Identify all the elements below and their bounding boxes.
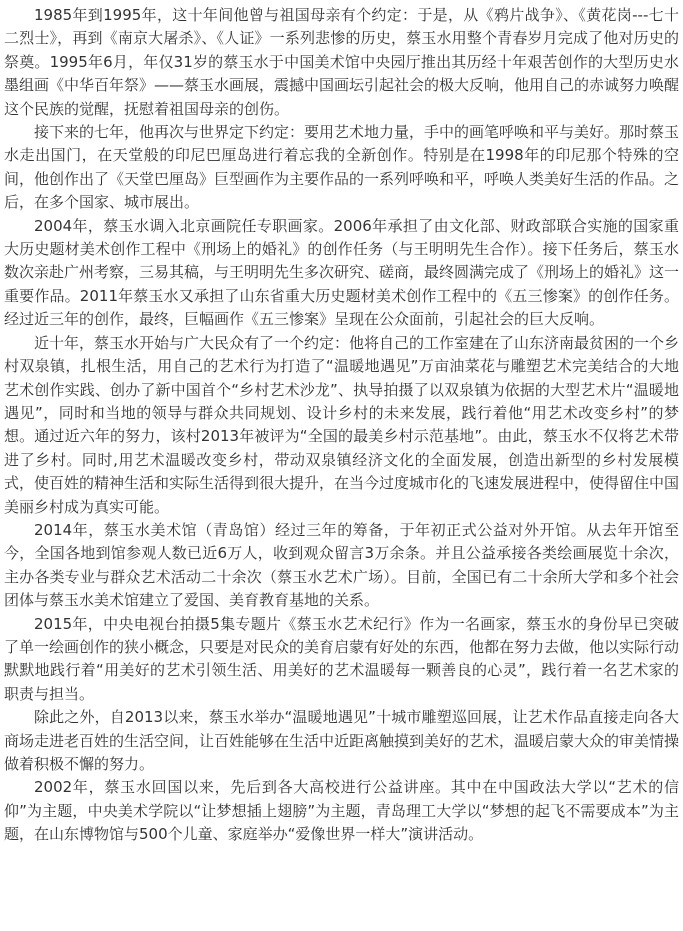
paragraph-2002-lectures: 2002年，蔡玉水回国以来，先后到各大高校进行公益讲座。其中在中国政法大学以“艺术的信仰”为主题，中央美术学院以“让梦想插上翅膀”为主题，青岛理工大学以“梦想的起飞不需要成本”为主题，在山东博物馆与500个儿童、家庭举办“爱像世界一样大”演讲活动。 [4,778,679,844]
paragraph-2004: 2004年，蔡玉水调入北京画院任专职画家。2006年承担了由文化部、财政部联合实施的国家重大历史题材美术创作工程中《刑场上的婚礼》的创作任务（与王明明先生合作）。接下任务后，蔡玉水数次亲赴广州考察，三易其稿，与王明明先生多次研究、磋商，最终圆满完成了《刑场上的婚礼》这一重要作品。2011年蔡玉水又承担了山东省重大历史题材美术创作工程中的《五三惨案》的创作任务。经过近三年的创作，最终，巨幅画作《五三惨案》呈现在公众面前，引起社会的巨大反响。 [4,216,680,329]
paragraph-sculpture-tour: 除此之外，自2013以来，蔡玉水举办“温暖地遇见”十城市雕塑巡回展，让艺术作品直接走向各大商场走进老百姓的生活空间，让百姓能够在生活中近距离触摸到美好的艺术，温暖启蒙大众的审美情操做着积极不懈的努力。 [4,708,680,773]
paragraph-next-seven-years: 接下来的七年，他再次与世界定下约定：要用艺术地力量，手中的画笔呼唤和平与美好。那时蔡玉水走出国门，在天堂般的印尼巴厘岛进行着忘我的全新创作。特别是在1998年的印尼那个特殊的空间，他创作出了《天堂巴厘岛》巨型画作为主要作品的一系列呼唤和平，呼唤人类美好生活的作品。之后，在多个国家、城市展出。 [4,123,680,212]
paragraph-recent-decade: 近十年，蔡玉水开始与广大民众有了一个约定：他将自己的工作室建在了山东济南最贫困的一个乡村双泉镇，扎根生活，用自己的艺术行为打造了“温暖地遇见”万亩油菜花与雕塑艺术完美结合的大地艺术创作实践、创办了新中国首个“乡村艺术沙龙”、执导拍摄了以双泉镇为依据的大型艺术片“温暖地遇见”，同时和当地的领导与群众共同规划、设计乡村的未来发展，践行着他“用艺术改变乡村”的梦想。通过近六年的努力，该村2013年被评为“全国的最美乡村示范基地”。由此，蔡玉水不仅将艺术带进了乡村。同时,用艺术温暖改变乡村，带动双泉镇经济文化的全面发展，创造出新型的乡村发展模式，使百姓的精神生活和实际生活得到很大提升，在当今过度城市化的飞速发展进程中，使得留住中国美丽乡村成为真实可能。 [4,333,680,516]
paragraph-1985-1995: 1985年到1995年，这十年间他曾与祖国母亲有个约定：于是，从《鸦片战争》、《黄花岗---七十二烈士》，再到《南京大屠杀》、《人证》一系列悲惨的历史，蔡玉水用整个青春岁月完成了他对历史的祭奠。1995年6月，年仅31岁的蔡玉水于中国美术馆中央园厅推出其历经十年艰苦创作的大型历史水墨组画《中华百年祭》——蔡玉水画展，震撼中国画坛引起社会的极大反响，他用自己的赤诚努力唤醒这个民族的觉醒，抚慰着祖国母亲的创伤。 [4,6,680,118]
paragraph-2014-museum: 2014年，蔡玉水美术馆（青岛馆）经过三年的筹备，于年初正式公益对外开馆。从去年开馆至今，全国各地到馆参观人数已近6万人，收到观众留言3万余条。并且公益承接各类绘画展览十余次，主办各类专业与群众艺术活动二十余次（蔡玉水艺术广场）。目前，全国已有二十余所大学和多个社会团体与蔡玉水美术馆建立了爱国、美育教育基地的关系。 [4,520,679,610]
paragraph-2015-documentary: 2015年，中央电视台拍摄5集专题片《蔡玉水艺术纪行》作为一名画家，蔡玉水的身份早已突破了单一绘画创作的狭小概念，只要是对民众的美育启蒙有好处的东西，他都在努力去做，他以实际行动默默地践行着“用美好的艺术引领生活、用美好的艺术温暖每一颗善良的心灵”，践行着一名艺术家的职责与担当。 [4,614,680,703]
